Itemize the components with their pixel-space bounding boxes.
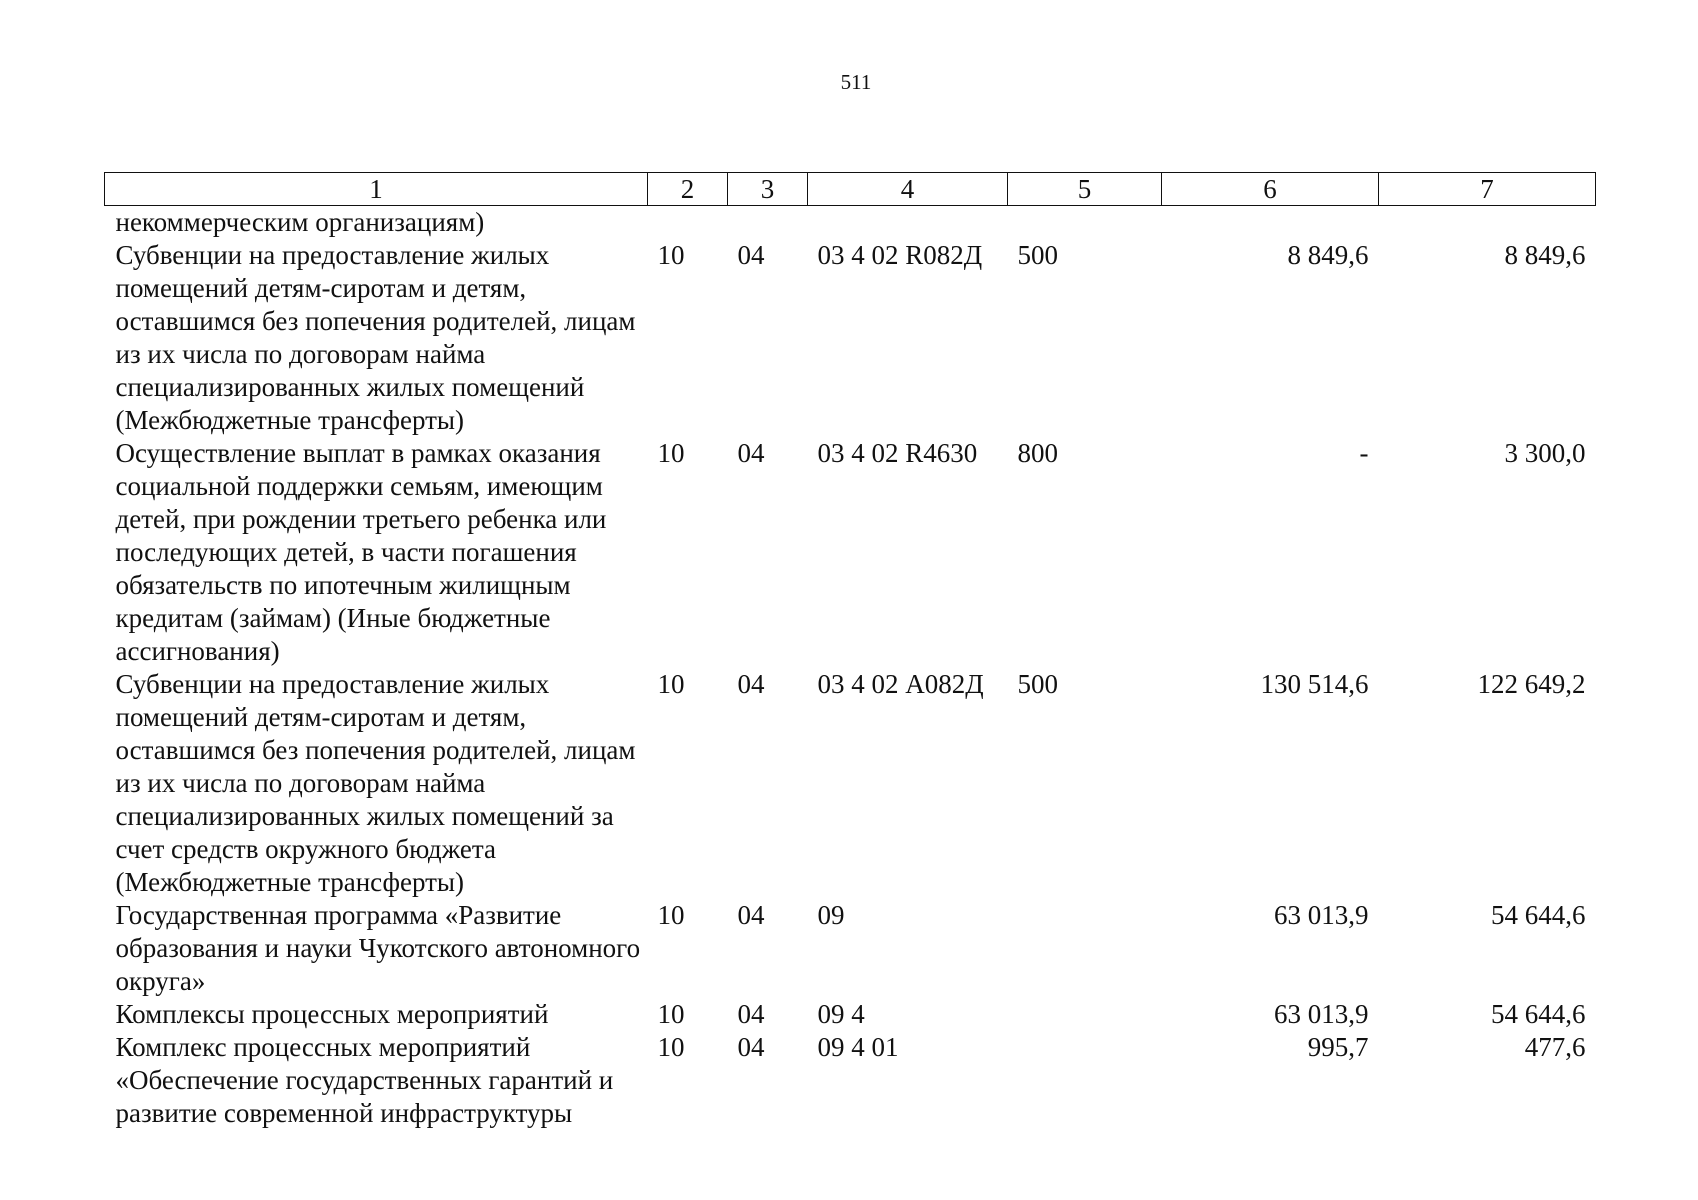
row-expense-type [1008, 998, 1162, 1031]
column-header-amount-year1: 6 [1162, 173, 1379, 206]
row-amount-year1: 130 514,6 [1260, 669, 1369, 699]
row-amount-year1: - [1359, 438, 1369, 468]
row-target-article: 09 4 [817, 999, 865, 1029]
column-header-subsection: 3 [728, 173, 808, 206]
table-row [105, 437, 1596, 668]
row-amount-year2: 54 644,6 [1491, 999, 1586, 1029]
row-subsection: 04 [737, 669, 765, 699]
row-target-article: 03 4 02 А082Д [817, 669, 984, 699]
row-amount-year1: 63 013,9 [1274, 999, 1369, 1029]
row-amount-year1: 995,7 [1307, 1032, 1369, 1062]
row-expense-type: 500 [1017, 669, 1058, 699]
row-target-article: 09 4 01 [817, 1032, 899, 1062]
row-target-article: 09 [817, 900, 845, 930]
row-amount-year1: 63 013,9 [1274, 900, 1369, 930]
row-amount-year2: 8 849,6 [1504, 240, 1586, 270]
table-row [105, 1031, 1596, 1130]
row-subsection [728, 206, 808, 240]
row-expense-type: 800 [1017, 438, 1058, 468]
table-row [105, 668, 1596, 899]
table-row [105, 206, 1596, 240]
table-row [105, 899, 1596, 998]
budget-table [104, 172, 1596, 1130]
row-target-article [808, 206, 1008, 240]
row-expense-type [1008, 206, 1162, 240]
row-amount-year2: 54 644,6 [1491, 900, 1586, 930]
row-section: 10 [657, 900, 685, 930]
row-target-article: 03 4 02 R4630 [817, 438, 978, 468]
column-header-name: 1 [105, 173, 648, 206]
row-subsection: 04 [737, 240, 765, 270]
row-target-article: 03 4 02 R082Д [817, 240, 983, 270]
row-section [648, 206, 728, 240]
row-subsection: 04 [737, 999, 765, 1029]
row-subsection: 04 [737, 438, 765, 468]
row-section: 10 [657, 240, 685, 270]
row-amount-year1: 8 849,6 [1287, 240, 1369, 270]
column-header-expense-type: 5 [1008, 173, 1162, 206]
row-section: 10 [657, 438, 685, 468]
row-subsection: 04 [737, 1032, 765, 1062]
column-header-amount-year2: 7 [1379, 173, 1596, 206]
row-section: 10 [657, 999, 685, 1029]
row-name: Комплекс процессных мероприятий «Обеспечение государственных гарантий и развитие современной инфраструктуры [115, 1032, 614, 1128]
column-header-target-article: 4 [808, 173, 1008, 206]
column-header-section: 2 [648, 173, 728, 206]
row-expense-type: 500 [1017, 240, 1058, 270]
row-name: некоммерческим организациям) [115, 207, 485, 237]
table-row [105, 998, 1596, 1031]
table-row [105, 239, 1596, 437]
row-section: 10 [657, 1032, 685, 1062]
row-amount-year1 [1162, 206, 1379, 240]
column-number-header-row [105, 173, 1596, 206]
page-number: 511 [840, 70, 872, 94]
row-amount-year2: 477,6 [1524, 1032, 1586, 1062]
row-section: 10 [657, 669, 685, 699]
row-amount-year2 [1379, 206, 1596, 240]
row-amount-year2: 122 649,2 [1477, 669, 1586, 699]
row-name: Субвенции на предоставление жилых помещений детям-сиротам и детям, оставшимся без попечения родителей, лицам из их числа по договорам найма специализированных жилых помещений (Межбюджетные трансферты) [115, 240, 636, 435]
row-name: Государственная программа «Развитие образования и науки Чукотского автономного округа» [115, 900, 641, 996]
row-expense-type [1008, 1031, 1162, 1130]
row-name: Осуществление выплат в рамках оказания социальной поддержки семьям, имеющим детей, при рождении третьего ребенка или последующих детей, в части погашения обязательств по ипотечным жилищным кредитам (займам) (Иные бюджетные ассигнования) [115, 438, 607, 666]
row-subsection: 04 [737, 900, 765, 930]
row-name: Субвенции на предоставление жилых помещений детям-сиротам и детям, оставшимся без попечения родителей, лицам из их числа по договорам найма специализированных жилых помещений за счет средств окружного бюджета (Межбюджетные трансферты) [115, 669, 636, 897]
row-name: Комплексы процессных мероприятий [115, 999, 549, 1029]
row-amount-year2: 3 300,0 [1504, 438, 1586, 468]
row-expense-type [1008, 899, 1162, 998]
